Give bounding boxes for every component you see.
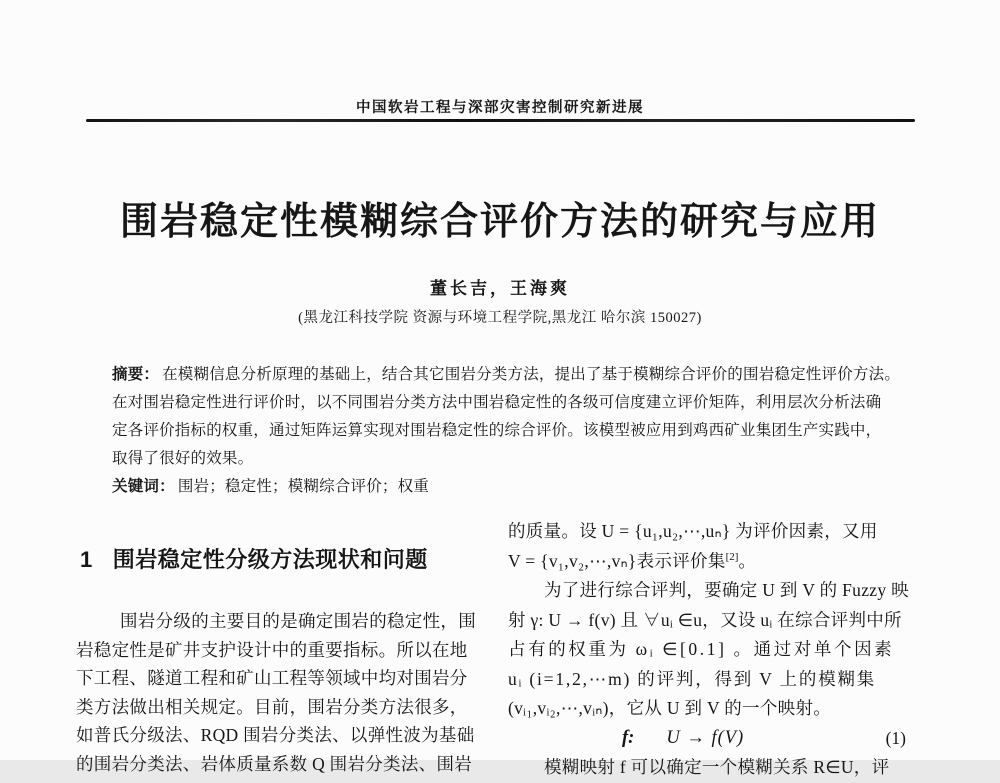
equation-number: (1) (885, 727, 906, 748)
section-number: 1 (80, 547, 93, 572)
paragraph-line: 下工程、隧道工程和矿山工程等领域中均对围岩分 (76, 668, 468, 689)
paragraph-line: 类方法做出相关规定。目前，围岩分类方法很多， (76, 696, 468, 717)
abstract-text-1: 在模糊信息分析原理的基础上，结合其它围岩分类方法，提出了基于模糊综合评价的围岩稳定性评价方法。 (162, 366, 901, 383)
paragraph-line: 的质量。设 U = {u₁,u₂,⋯,uₙ} 为评价因素，又用 (508, 521, 878, 541)
left-column (76, 607, 494, 779)
paragraph-line: 如普氏分级法、RQD 围岩分类法、以弹性波为基础 (76, 725, 475, 746)
paper-title: 围岩稳定性模糊综合评价方法的研究与应用 (119, 201, 880, 243)
paragraph-line-with-citation (508, 547, 932, 577)
paragraph-line-clipped: 的围岩分类法、岩体质量系数 Q 围岩分类法、围岩 (76, 753, 473, 774)
abstract-line (112, 361, 912, 389)
paragraph-line: 围岩分级的主要目的是确定围岩的稳定性，围 (120, 611, 476, 631)
paragraph-line: 岩稳定性是矿井支护设计中的重要指标。所以在地 (76, 639, 468, 660)
paragraph-line: 占有的权重为 ωᵢ ∈[0.1] 。通过对单个因素 (508, 639, 895, 659)
citation-ref: [2] (725, 550, 739, 563)
citation-line-post: 。 (738, 550, 757, 571)
keywords-line (112, 473, 912, 501)
paragraph-line: 射 γ: U → f(v) 且 ∀uᵢ ∈u，又设 uᵢ 在综合评判中所 (508, 609, 902, 630)
citation-line-pre: V = {v₁,v₂,⋯,vₙ}表示评价集 (508, 550, 726, 571)
paragraph-line: 为了进行综合评判，要确定 U 到 V 的 Fuzzy 映 (544, 580, 909, 600)
keywords-text: 围岩；稳定性；模糊综合评价；权重 (177, 477, 430, 495)
paragraph-line-clipped: 模糊映射 f 可以确定一个模糊关系 R∈U，评 (544, 757, 890, 777)
abstract-label: 摘要： (112, 366, 160, 383)
journal-header: 中国软岩工程与深部灾害控制研究新进展 (356, 100, 644, 116)
equation-1 (508, 724, 932, 754)
right-column (508, 517, 932, 783)
abstract-block (112, 361, 912, 501)
paragraph-line: (vᵢ₁,vᵢ₂,⋯,vᵢₙ)，它从 U 到 V 的一个映射。 (508, 698, 832, 718)
section-heading (80, 543, 428, 574)
paragraph-line: uᵢ (i=1,2,⋯m) 的评判，得到 V 上的模糊集 (508, 668, 877, 689)
equation-body: U → f(V) (666, 727, 745, 748)
abstract-line: 在对围岩稳定性进行评价时，以不同围岩分类方法中围岩稳定性的各级可信度建立评价矩阵，利用层次分析法确 (112, 393, 882, 411)
abstract-line: 取得了很好的效果。 (112, 449, 254, 467)
abstract-line: 定各评价指标的权重，通过矩阵运算实现对围岩稳定性的综合评价。该模型被应用到鸡西矿业集团生产实践中， (112, 421, 882, 439)
equation-lhs: f: (622, 727, 635, 748)
keywords-label: 关键词： (112, 477, 175, 495)
header-rule (86, 119, 915, 122)
affiliation: (黑龙江科技学院 资源与环境工程学院,黑龙江 哈尔滨 150027) (298, 310, 702, 326)
authors: 董长吉，王海爽 (430, 279, 570, 298)
section-title: 围岩稳定性分级方法现状和问题 (112, 547, 428, 572)
